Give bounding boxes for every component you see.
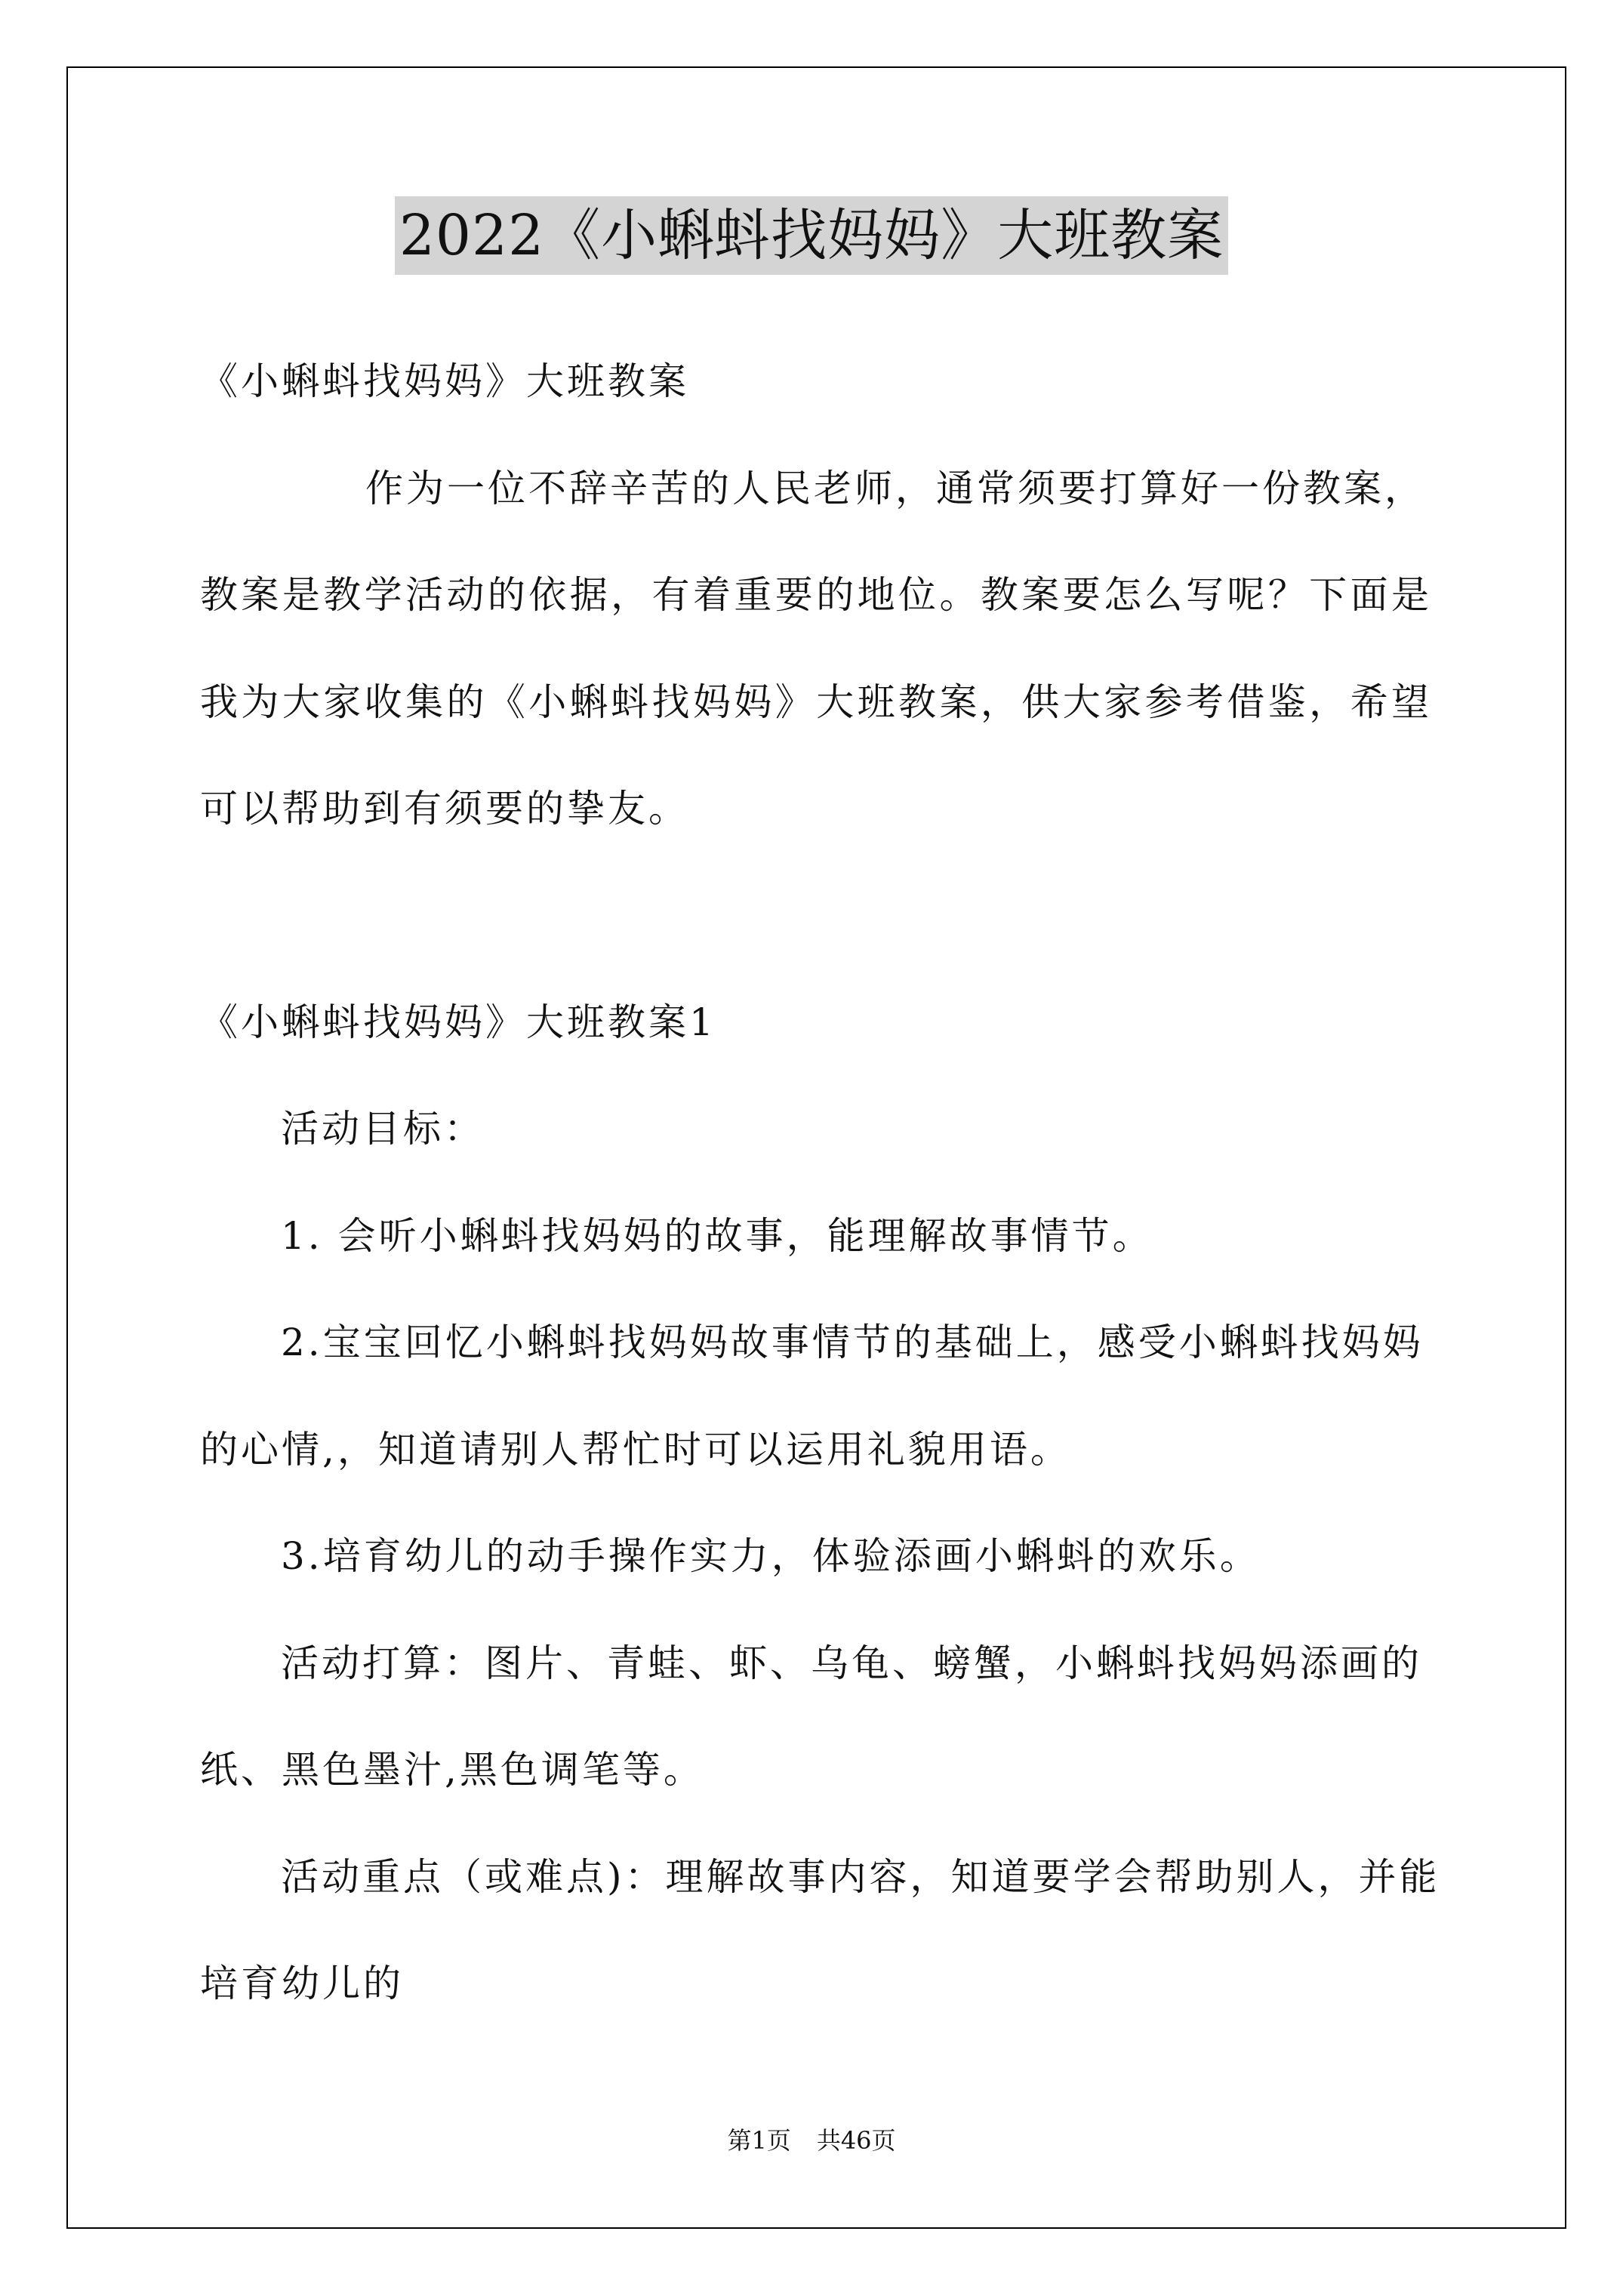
title-container xyxy=(0,196,1623,275)
paragraph-line: 教案是教学活动的依据，有着重要的地位。教案要怎么写呢？下面是 xyxy=(200,573,1432,617)
page-footer xyxy=(0,2125,1623,2156)
list-item: 2.宝宝回忆小蝌蚪找妈妈故事情节的基础上，感受小蝌蚪找妈妈 xyxy=(281,1321,1424,1364)
paragraph-line: 活动目标： xyxy=(281,1107,485,1151)
paragraph-line: 纸、黑色墨汁,黑色调笔等。 xyxy=(200,1748,704,1792)
list-item-continued: 的心情,，知道请别人帮忙时可以运用礼貌用语。 xyxy=(200,1428,1071,1472)
paragraph-line: 作为一位不辞辛苦的人民老师，通常须要打算好一份教案， xyxy=(365,467,1425,510)
section-heading: 《小蝌蚪找妈妈》大班教案1 xyxy=(200,1000,716,1044)
subtitle-line: 《小蝌蚪找妈妈》大班教案 xyxy=(200,359,689,403)
paragraph-line: 可以帮助到有须要的挚友。 xyxy=(200,787,689,831)
list-item: 1. 会听小蝌蚪找妈妈的故事，能理解故事情节。 xyxy=(281,1214,1153,1258)
page-total: 共46页 xyxy=(816,2126,896,2155)
paragraph-line: 培育幼儿的 xyxy=(200,1962,404,2005)
document-title: 2022《小蝌蚪找妈妈》大班教案 xyxy=(395,196,1228,275)
paragraph-line: 我为大家收集的《小蝌蚪找妈妈》大班教案，供大家参考借鉴，希望 xyxy=(200,680,1432,724)
page-number: 第1页 xyxy=(727,2126,791,2155)
list-item: 3.培育幼儿的动手操作实力，体验添画小蝌蚪的欢乐。 xyxy=(281,1534,1261,1578)
paragraph-line: 活动打算：图片、青蛙、虾、乌龟、螃蟹，小蝌蚪找妈妈添画的 xyxy=(281,1641,1422,1685)
paragraph-line: 活动重点（或难点)：理解故事内容，知道要学会帮助别人，并能 xyxy=(281,1855,1440,1899)
